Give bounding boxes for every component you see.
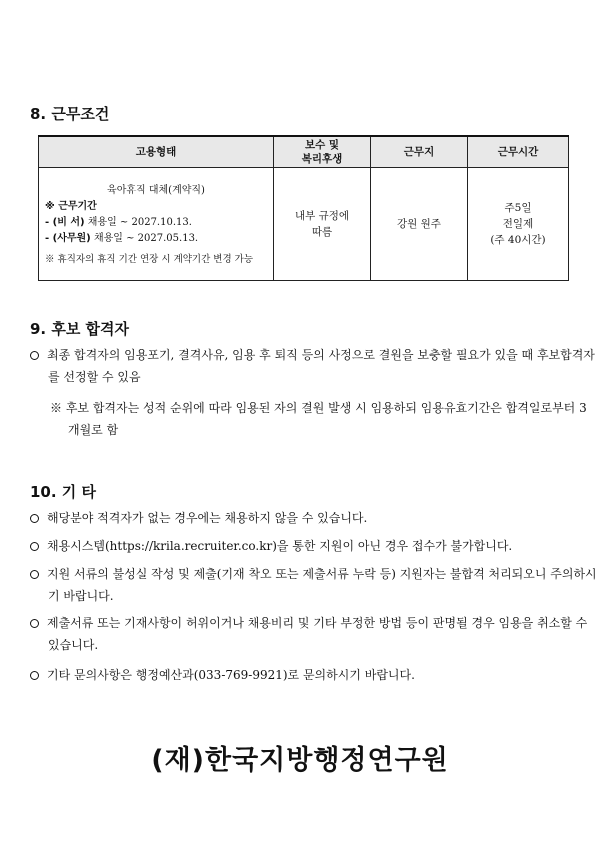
hours-cell: 주5일 전일제 (주 40시간) [468,168,569,281]
circle-bullet-icon [30,619,39,628]
period-row: - (비 서) 채용일 ~ 2027.10.13. [45,216,192,228]
list-item: 지원 서류의 불성실 작성 및 제출(기재 착오 또는 제출서류 누락 등) 지원자는 불합격 처리되오니 주의하시기 바랍니다. [30,563,598,607]
list-item: 기타 문의사항은 행정예산과(033-769-9921)로 문의하시기 바랍니다. [30,664,598,686]
period-note: ※ 휴직자의 휴직 기간 연장 시 계약기간 변경 가능 [45,253,254,265]
circle-bullet-icon [30,351,39,360]
section-10-title: 10. 기 타 [30,483,96,501]
employment-type: 육아휴직 대체(계약직) [107,184,205,196]
work-conditions-table [38,135,569,281]
header-pay-benefits: 보수 및 복리후생 [274,136,371,168]
employment-type-cell [39,168,274,281]
period-row: - (사무원) 채용일 ~ 2027.05.13. [45,232,199,244]
pay-cell: 내부 규정에 따름 [274,168,371,281]
candidate-note: ※ 후보 합격자는 성적 순위에 따라 임용된 자의 결원 발생 시 임용하되 임용유효기간은 합격일로부터 3개월로 함 [50,401,587,437]
organization-name: (재)한국지방행정연구원 [151,745,449,776]
header-employment-type: 고용형태 [39,136,274,168]
circle-bullet-icon [30,542,39,551]
list-item: 해당분야 적격자가 없는 경우에는 채용하지 않을 수 있습니다. [30,507,598,529]
location-cell: 강원 원주 [371,168,468,281]
header-location: 근무지 [371,136,468,168]
section-8-title: 8. 근무조건 [30,105,110,123]
circle-bullet-icon [30,570,39,579]
list-item: 제출서류 또는 기재사항이 허위이거나 채용비리 및 기타 부정한 방법 등이 판명될 경우 임용을 취소할 수 있습니다. [30,612,598,656]
section-9-title: 9. 후보 합격자 [30,320,130,338]
circle-bullet-icon [30,514,39,523]
header-hours: 근무시간 [468,136,569,168]
list-item: 채용시스템(https://krila.recruiter.co.kr)을 통한 지원이 아닌 경우 접수가 불가합니다. [30,535,598,557]
circle-bullet-icon [30,671,39,680]
candidate-bullet: 최종 합격자의 임용포기, 결격사유, 임용 후 퇴직 등의 사정으로 결원을 보충할 필요가 있을 때 후보합격자를 선정할 수 있음 [30,344,598,388]
period-label: ※ 근무기간 [45,200,97,212]
